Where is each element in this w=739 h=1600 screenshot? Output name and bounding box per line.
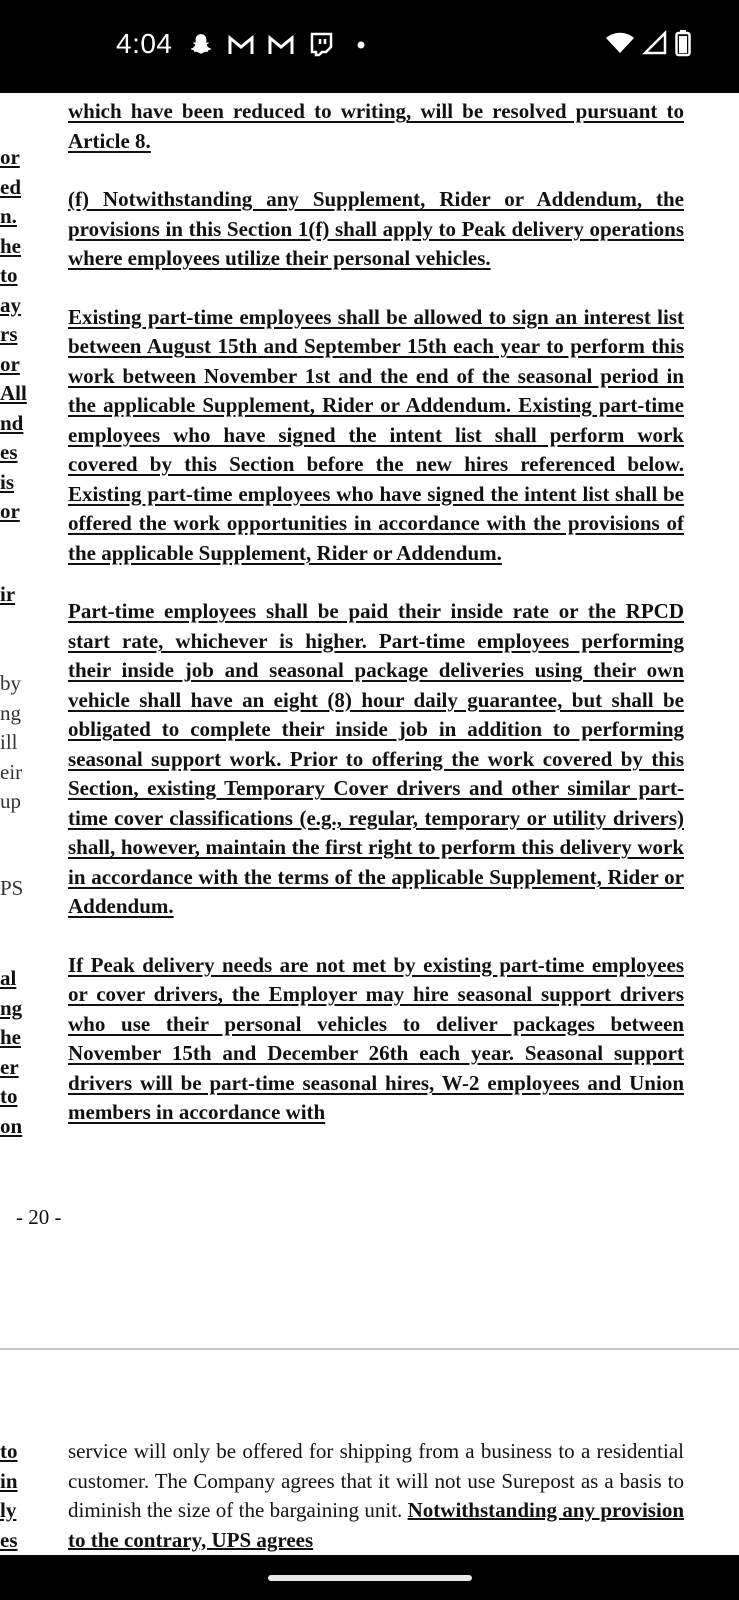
status-bar: [0, 0, 739, 93]
gmail-icon: [266, 30, 296, 60]
twitch-icon: [306, 30, 336, 60]
next-page-underlined-text: Notwithstanding any provision to the contrary, UPS agrees: [68, 1498, 684, 1552]
left-column-fragment-mid: ir: [0, 582, 16, 606]
left-column-fragment-ps: PS: [0, 876, 24, 900]
page-divider: [0, 1348, 739, 1350]
page-number: - 20 -: [16, 1205, 62, 1229]
signal-icon: [643, 31, 667, 60]
left-column-fragments-top: or ed n. he to ay rs or All nd es is or: [0, 145, 27, 523]
navigation-bar: [0, 1555, 739, 1600]
next-page-body: [68, 1437, 684, 1555]
left-column-fragments-bottom: al ng he er to on: [0, 966, 23, 1138]
battery-icon: [675, 30, 691, 61]
system-icons: [605, 30, 691, 61]
notification-icons: [186, 30, 376, 60]
next-page-left-fragments: to in ly es: [0, 1439, 18, 1552]
paragraph-4: Part-time employees shall be paid their inside rate or the RPCD start rate, whichever is higher. Part-time employees performing their inside job and seasonal package deliveries using their own vehicle shall have an eight (8) hour daily guarantee, but shall be obligated to complete their inside job in addition to performing seasonal support work. Prior to offering the work covered by this Section, existing Temporary Cover drivers and other similar part-time cover classifications (e.g., regular, temporary or utility drivers) shall, however, maintain the first right to perform this delivery work in accordance with the terms of the applicable Supplement, Rider or Addendum.: [68, 599, 684, 918]
document-body: [68, 97, 684, 1128]
snapchat-icon: [186, 30, 216, 60]
next-page-text: service will only be offered for shipping from a business to a residential customer. The Company agrees that it will not use Surepost as a basis to diminish the size of the bargaining unit.: [68, 1439, 684, 1522]
home-gesture-handle[interactable]: [268, 1575, 472, 1581]
paragraph-2: (f) Notwithstanding any Supplement, Rider or Addendum, the provisions in this Section 1(f) shall apply to Peak delivery operations where employees utilize their personal vehicles.: [68, 187, 684, 270]
dot-icon: [346, 30, 376, 60]
paragraph-3: Existing part-time employees shall be allowed to sign an interest list between August 15th and September 15th each year to perform this work between November 1st and the end of the seasonal period in the applicable Supplement, Rider or Addendum. Existing part-time employees who have signed the intent list shall perform work covered by this Section before the new hires referenced below. Existing part-time employees who have signed the intent list shall be offered the work opportunities in accordance with the provisions of the applicable Supplement, Rider or Addendum.: [68, 304, 684, 565]
wifi-icon: [605, 31, 635, 60]
left-column-fragments-plain: by ng ill eir up: [0, 671, 23, 813]
status-time: 4:04: [116, 28, 173, 59]
gmail-icon: [226, 30, 256, 60]
paragraph-1: which have been reduced to writing, will be resolved pursuant to Article 8.: [68, 99, 684, 153]
paragraph-5: If Peak delivery needs are not met by existing part-time employees or cover drivers, the Employer may hire seasonal support drivers who use their personal vehicles to deliver packages between November 15th and December 26th each year. Seasonal support drivers will be part-time seasonal hires, W-2 employees and Union members in accordance with: [68, 952, 684, 1124]
